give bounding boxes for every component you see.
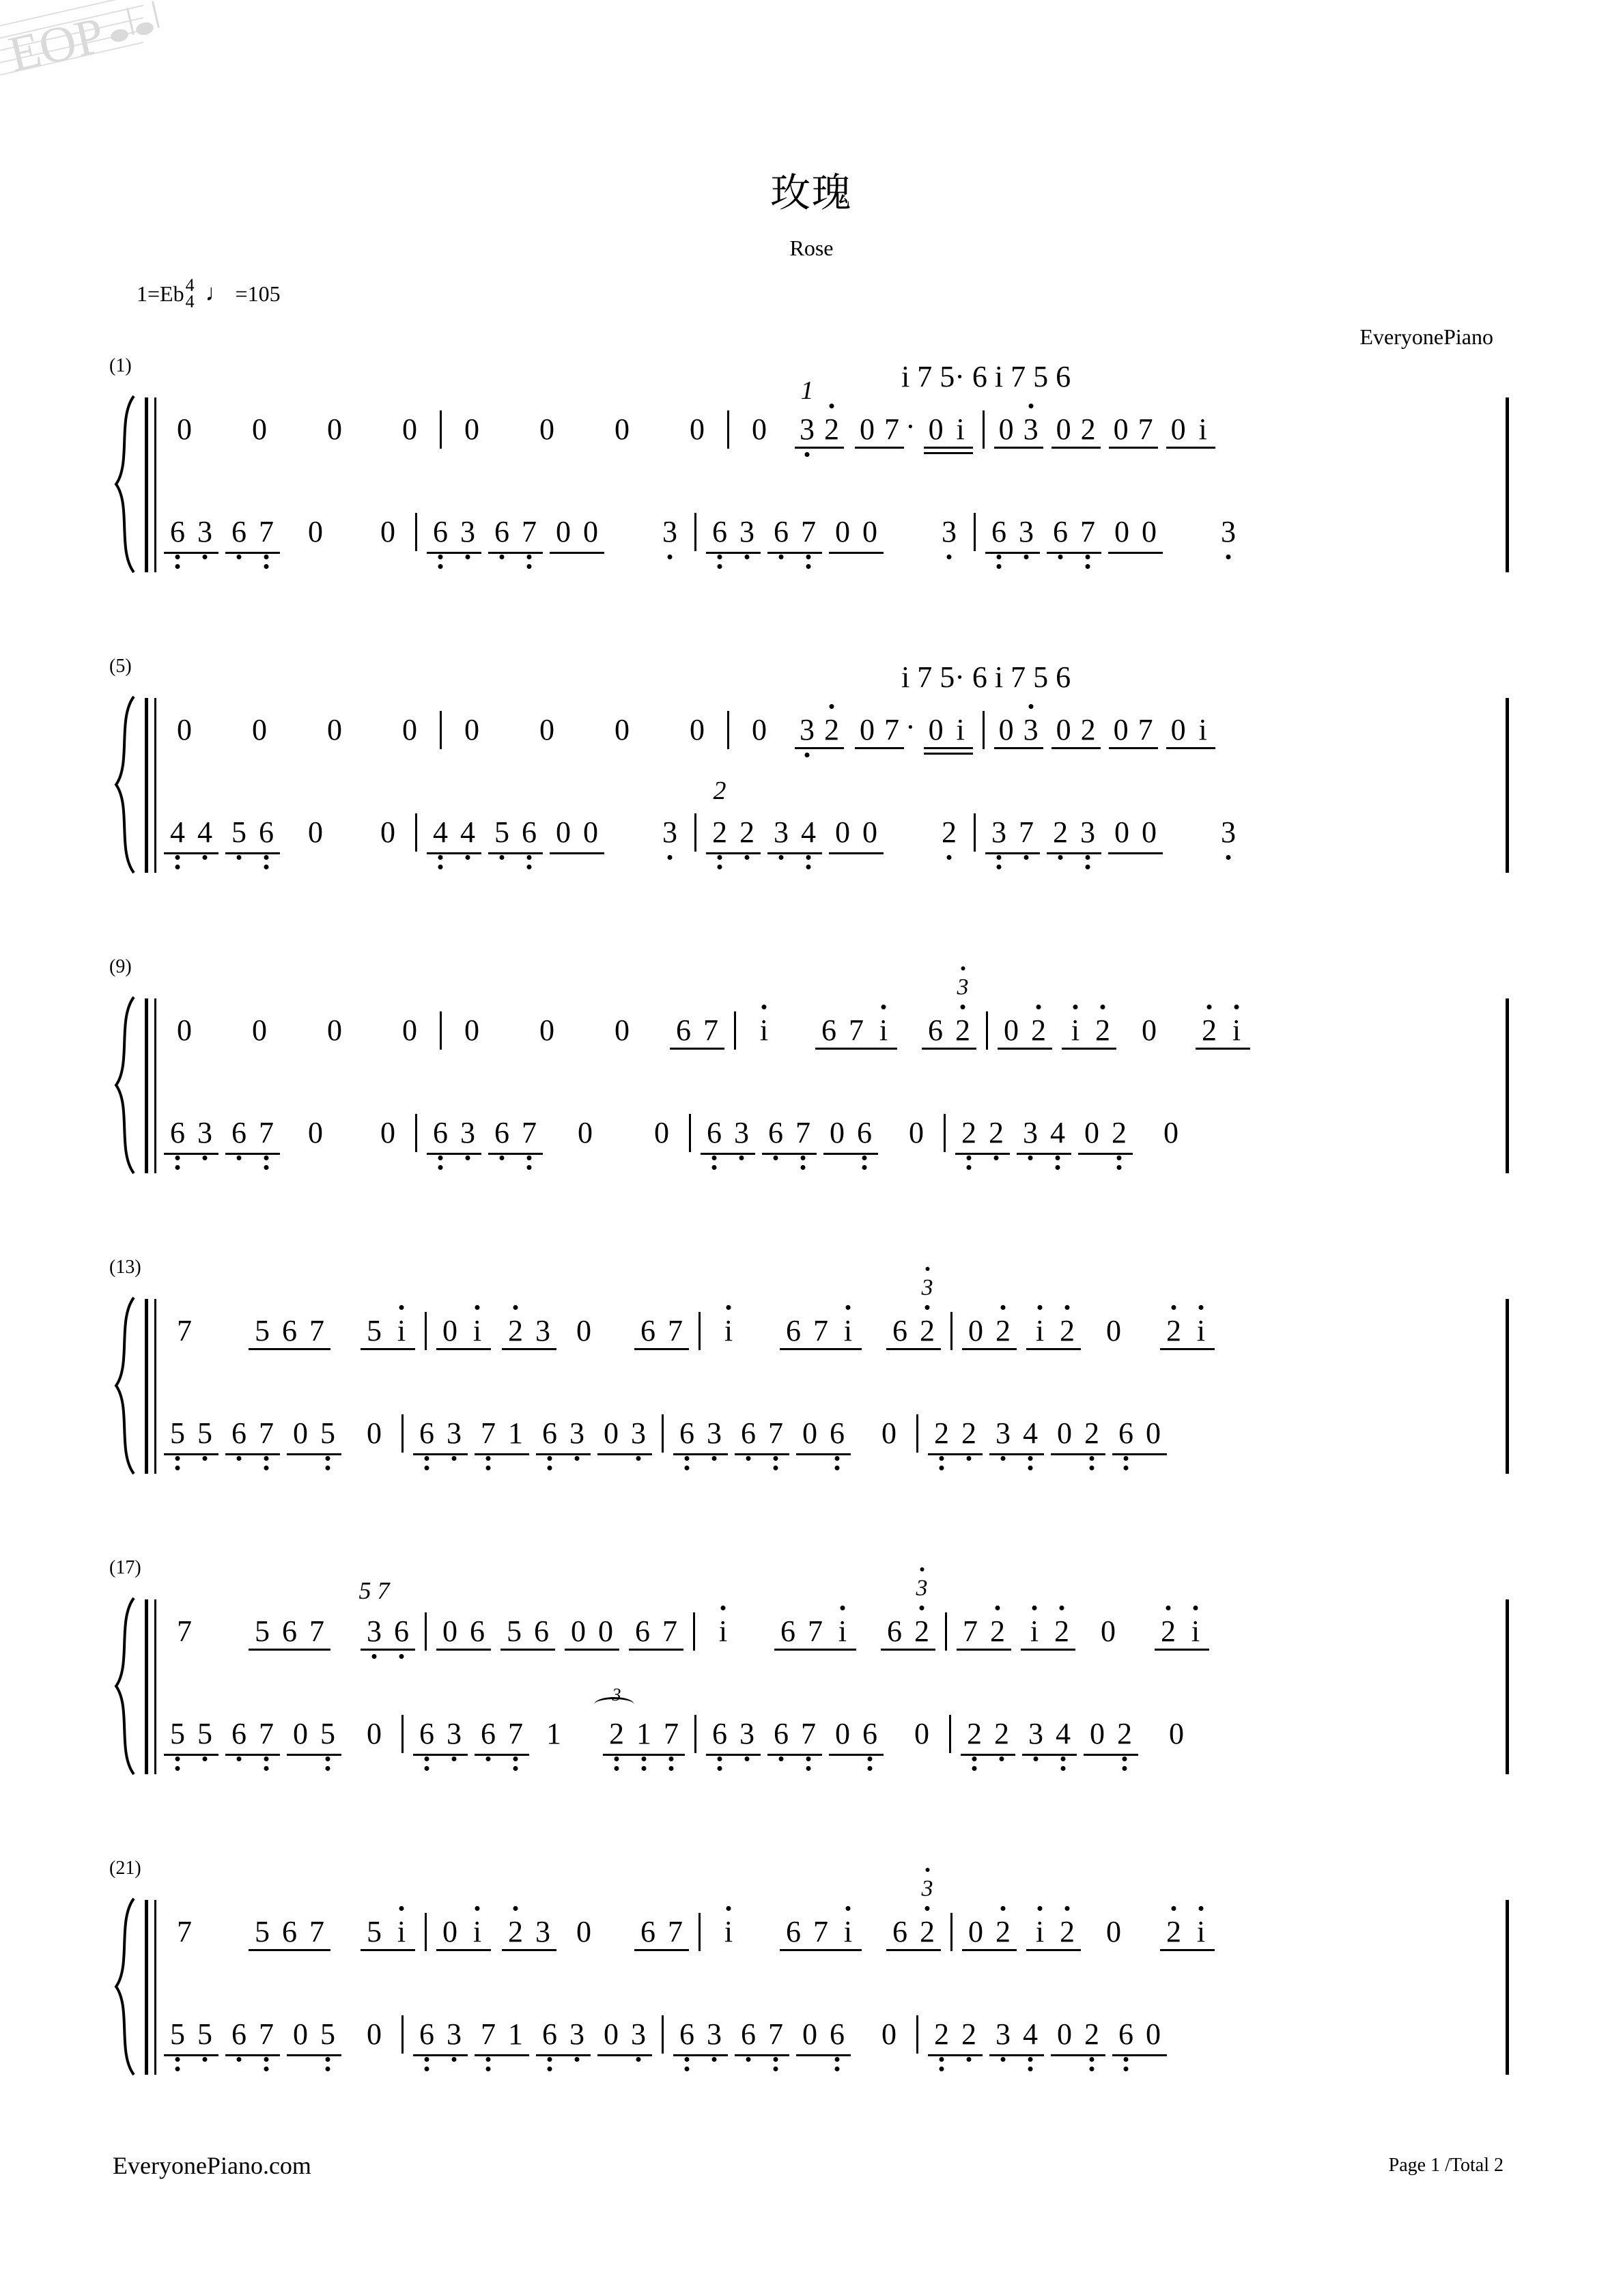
right-hand-staff: 7 5 6 7 5 i 0 i 2 3 0 6 7 i 6 7 i 6 2 3 0 2 i 2 0 2 i [164, 1903, 1498, 1961]
measure-number: (1) [109, 355, 132, 376]
system-barline [145, 998, 148, 1173]
right-hand-staff: 0 0 0 0 0 0 0 0 0 3 2 0 7 · 0 i 0 3 0 2 0 7 0 i [164, 701, 1498, 759]
system-barline [145, 1900, 148, 2075]
system-end-barline [1506, 1299, 1509, 1474]
left-hand-staff: 6 3 6 7 0 0 6 3 6 7 0 0 6 3 6 7 0 6 0 2 2 3 4 0 2 0 [164, 1104, 1498, 1162]
svg-text:EOP: EOP [3, 7, 110, 83]
time-signature: 4 4 [185, 275, 195, 311]
measure-number: (17) [109, 1557, 141, 1578]
system-barline [145, 698, 148, 873]
system-end-barline [1506, 397, 1509, 572]
left-hand-staff: 5 5 6 7 0 5 0 6 3 7 1 6 3 0 3 6 3 6 7 0 6 0 2 2 3 4 0 2 6 0 [164, 1404, 1498, 1463]
system-1 [102, 355, 1509, 608]
system-barline-thin [154, 1900, 156, 2075]
right-hand-staff: 0 0 0 0 0 0 0 6 7 i 6 7 i 6 2 3 0 2 i 2 0 2 i [164, 1001, 1498, 1060]
system-barline-thin [154, 1599, 156, 1774]
left-hand-staff: 4 4 5 6 0 0 4 4 5 6 0 0 3 2 2 2 3 4 0 0 2 3 7 2 3 0 0 3 [164, 803, 1498, 862]
footer-page-number: Page 1 /Total 2 [1388, 2155, 1504, 2176]
key-signature: 1=Eb [137, 281, 184, 306]
system-end-barline [1506, 1900, 1509, 2075]
triplet-mark: 3 [612, 1685, 621, 1705]
right-hand-staff: 7 5 6 7 5 i 0 i 2 3 0 6 7 i 6 7 i 6 2 3 0 2 i 2 0 2 i [164, 1302, 1498, 1360]
quarter-note-icon: ♩ [205, 281, 229, 306]
system-barline-thin [154, 698, 156, 873]
system-barline-thin [154, 1299, 156, 1474]
footer-site: EveryonePiano.com [113, 2152, 311, 2179]
system-barline-thin [154, 397, 156, 572]
credit-line: EveryonePiano [1359, 324, 1493, 349]
piano-brace-icon [108, 1597, 139, 1776]
system-5 [102, 1557, 1509, 1810]
piano-brace-icon [108, 1296, 139, 1475]
measure-number: (9) [109, 956, 132, 977]
left-hand-staff: 6 3 6 7 0 0 6 3 6 7 0 0 3 6 3 6 7 0 0 3 6 3 6 7 0 0 3 [164, 503, 1498, 561]
system-6 [102, 1858, 1509, 2110]
piano-brace-icon [108, 996, 139, 1175]
system-barline [145, 397, 148, 572]
system-4 [102, 1257, 1509, 1509]
system-3 [102, 956, 1509, 1209]
right-hand-staff: 7 5 6 7 3 5 7 6 0 6 5 6 0 0 6 7 i 6 7 i 6 2 3 7 2 i 2 0 2 i [164, 1602, 1498, 1661]
piano-brace-icon [108, 1897, 139, 2076]
upper-melody-above-2: i 7 5· 6 i 7 5 6 [901, 660, 1071, 694]
system-barline-thin [154, 998, 156, 1173]
key-and-tempo [137, 277, 281, 311]
page-title: 玫瑰 [770, 169, 853, 216]
left-hand-staff: 5 5 6 7 0 5 0 6 3 7 1 6 3 0 3 6 3 6 7 0 6 0 2 2 3 4 0 2 6 0 [164, 2005, 1498, 2064]
right-hand-staff: 0 0 0 0 0 0 0 0 0 3 1 2 0 7 · 0 i 0 3 0 2 0 7 0 i [164, 400, 1498, 459]
system-barline [145, 1599, 148, 1774]
eop-watermark-icon [0, 0, 178, 137]
page-subtitle: Rose [789, 236, 834, 260]
piano-brace-icon [108, 395, 139, 574]
system-end-barline [1506, 1599, 1509, 1774]
measure-number: (5) [109, 656, 132, 677]
system-end-barline [1506, 998, 1509, 1173]
left-hand-staff: 5 5 6 7 0 5 0 6 3 6 7 1 2 3 1 7 6 3 6 7 0 6 0 2 2 3 4 0 2 0 [164, 1705, 1498, 1763]
system-2 [102, 656, 1509, 908]
measure-number: (13) [109, 1257, 141, 1278]
system-end-barline [1506, 698, 1509, 873]
measure-number: (21) [109, 1858, 141, 1879]
upper-melody-above-1: i 7 5· 6 i 7 5 6 [901, 360, 1071, 393]
system-barline [145, 1299, 148, 1474]
piano-brace-icon [108, 695, 139, 874]
tempo-marking: =105 [235, 281, 281, 306]
